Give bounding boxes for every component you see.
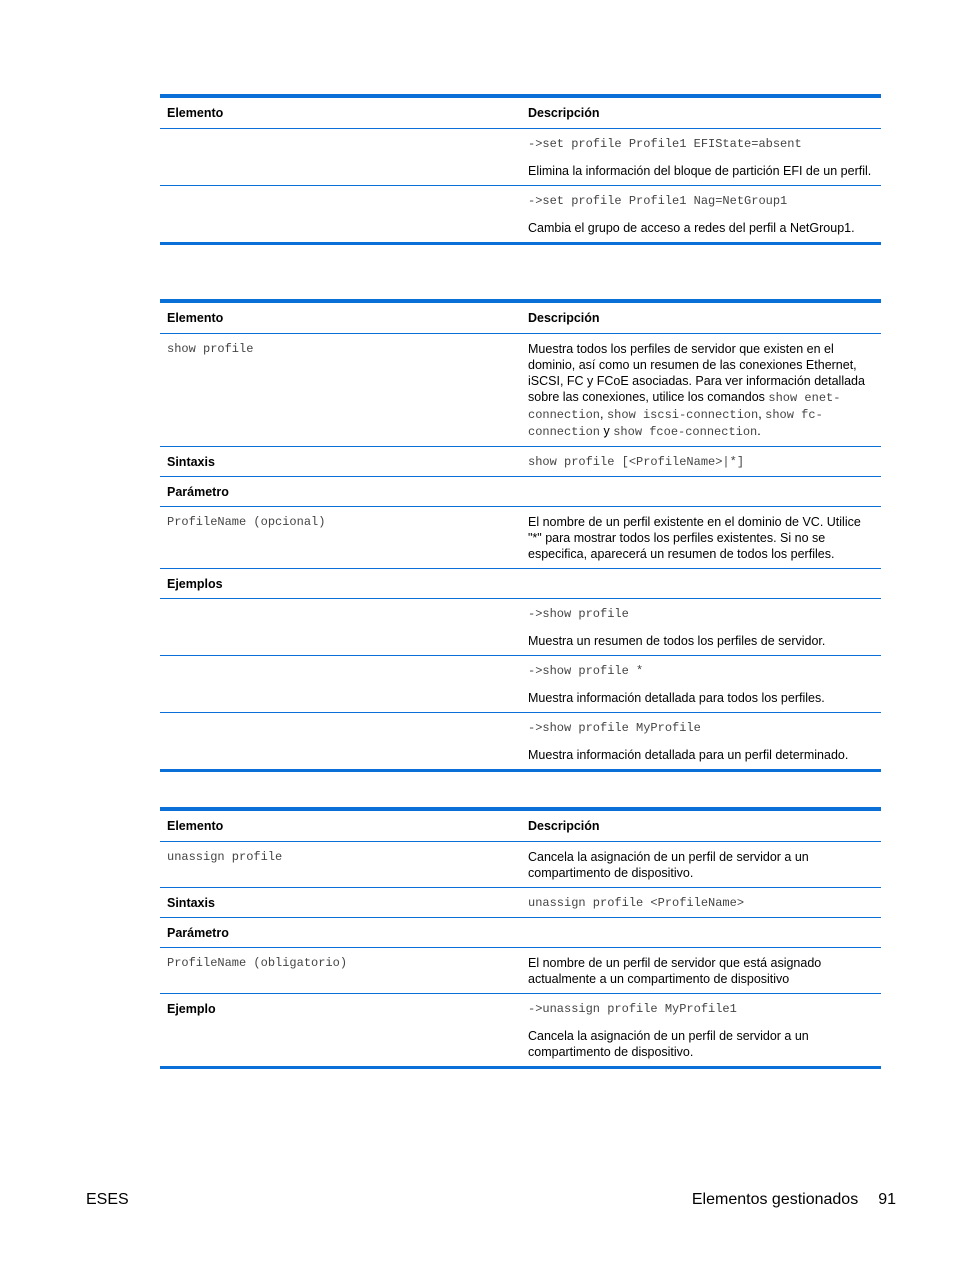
example-command: ->show profile * [528, 664, 644, 678]
table-row [160, 569, 881, 599]
header-descripcion: Descripción [521, 301, 881, 334]
example-command: ->show profile [528, 607, 629, 621]
set-profile-table-continued [160, 94, 881, 245]
inline-command: show fcoe-connection [613, 425, 758, 439]
parameter-label: Parámetro [160, 918, 521, 948]
unassign-profile-table [160, 807, 881, 1069]
table-row [160, 507, 881, 569]
example-description: Elimina la información del bloque de partición EFI de un perfil. [528, 164, 872, 178]
syntax-label: Sintaxis [160, 447, 521, 477]
example-cell [521, 713, 881, 771]
table-row [160, 713, 881, 771]
table-row [160, 447, 881, 477]
examples-label: Ejemplos [160, 569, 521, 599]
table-row [160, 129, 881, 186]
parameter-description: El nombre de un perfil de servidor que está asignado actualmente a un compartimento de dispositivo [521, 948, 881, 994]
table-row [160, 334, 881, 447]
header-elemento: Elemento [160, 301, 521, 334]
syntax-value: unassign profile <ProfileName> [521, 888, 881, 918]
header-descripcion: Descripción [521, 96, 881, 129]
table-row [160, 842, 881, 888]
empty-cell [160, 129, 521, 186]
footer-locale: ESES [86, 1191, 129, 1208]
header-elemento: Elemento [160, 809, 521, 842]
example-command: ->show profile MyProfile [528, 721, 701, 735]
example-cell [521, 129, 881, 186]
example-description: Cancela la asignación de un perfil de servidor a un compartimento de dispositivo. [528, 1029, 809, 1059]
command-description: Cancela la asignación de un perfil de servidor a un compartimento de dispositivo. [521, 842, 881, 888]
table-row [160, 994, 881, 1068]
example-command: ->unassign profile MyProfile1 [528, 1002, 737, 1016]
show-profile-table [160, 299, 881, 772]
table-row [160, 918, 881, 948]
table-row [160, 656, 881, 713]
parameter-label: Parámetro [160, 477, 521, 507]
table-row [160, 186, 881, 244]
inline-command: show iscsi-connection [606, 408, 759, 422]
empty-cell [160, 186, 521, 244]
parameter-name: ProfileName (obligatorio) [160, 948, 521, 994]
syntax-label: Sintaxis [160, 888, 521, 918]
example-description: Cambia el grupo de acceso a redes del perfil a NetGroup1. [528, 221, 855, 235]
command-description: Muestra todos los perfiles de servidor que existen en el dominio, así como un resumen de las conexiones Ethernet, iSCSI, FC y FCoE asociadas. Para ver información detallada sobre las conexiones, utilice los comandos show enet-connection, show iscsi-connection, show fc-connection y show fcoe-connection. [521, 334, 881, 447]
header-elemento: Elemento [160, 96, 521, 129]
syntax-value: show profile [<ProfileName>|*] [521, 447, 881, 477]
header-descripcion: Descripción [521, 809, 881, 842]
empty-cell [160, 656, 521, 713]
example-cell [521, 599, 881, 656]
empty-cell [160, 713, 521, 771]
page-number: 91 [878, 1191, 896, 1208]
table-row [160, 477, 881, 507]
empty-cell [160, 599, 521, 656]
example-description: Muestra un resumen de todos los perfiles de servidor. [528, 634, 826, 648]
example-description: Muestra información detallada para un perfil determinado. [528, 748, 849, 762]
empty-cell [521, 569, 881, 599]
example-cell [521, 186, 881, 244]
example-cell [521, 994, 881, 1068]
table-row [160, 599, 881, 656]
command-name: unassign profile [160, 842, 521, 888]
example-command: ->set profile Profile1 EFIState=absent [528, 137, 802, 151]
example-label: Ejemplo [167, 1002, 216, 1016]
parameter-description: El nombre de un perfil existente en el dominio de VC. Utilice "*" para mostrar todos los perfiles existentes. Si no se especifica, aparecerá un resumen de todos los perfiles. [521, 507, 881, 569]
parameter-name: ProfileName (opcional) [160, 507, 521, 569]
table-row [160, 948, 881, 994]
example-description: Muestra información detallada para todos los perfiles. [528, 691, 825, 705]
inline-command: show fc-connection [528, 408, 823, 439]
empty-cell [521, 477, 881, 507]
inline-command: show enet-connection [528, 391, 841, 422]
command-name: show profile [160, 334, 521, 447]
example-cell [521, 656, 881, 713]
footer-section [692, 1191, 896, 1209]
empty-cell [521, 918, 881, 948]
table-row [160, 888, 881, 918]
example-command: ->set profile Profile1 Nag=NetGroup1 [528, 194, 788, 208]
footer-section-title: Elementos gestionados [691, 1191, 859, 1208]
